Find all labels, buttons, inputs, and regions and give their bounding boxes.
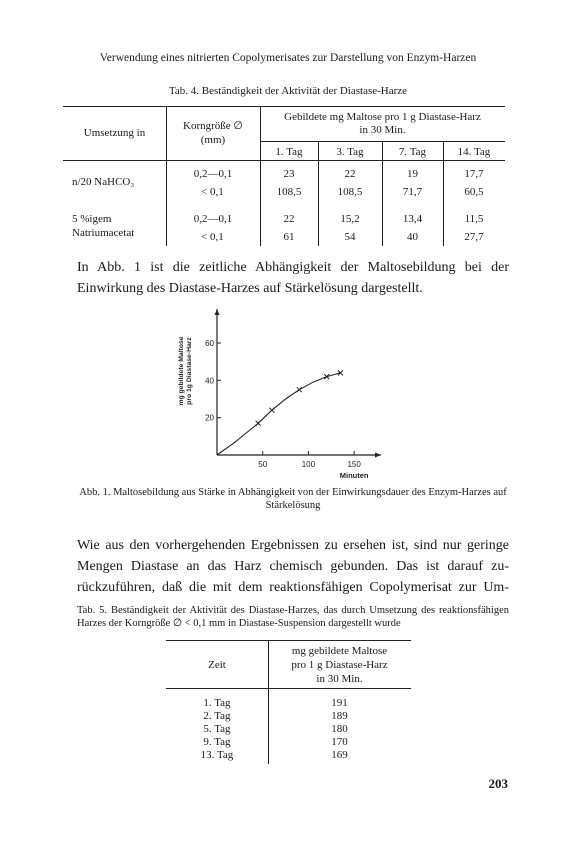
table4-header-korn-1: Korngröße ∅ [183, 120, 243, 132]
table4-g2r1-v3: 13,4 [402, 213, 423, 225]
table5-row3-value: 180 [331, 723, 348, 735]
table5-top-rule [166, 640, 411, 641]
table5-row2-value: 189 [331, 710, 348, 722]
paragraph-2-line-1: Wie aus den vorhergehenden Ergebnissen zu ersehen ist, sind nur geringe [77, 538, 509, 553]
table4-header-maltose-1: Gebildete mg Maltose pro 1 g Diastase-Harz [284, 111, 481, 123]
paragraph-2-line-3: rückzuführen, daß die mit dem reaktionsfähigen Copolymerisat zur Um- [77, 580, 509, 595]
figure1-chart [170, 300, 390, 480]
y-axis-arrow [215, 309, 220, 315]
table4-day-3: 3. Tag [336, 146, 364, 158]
table4-top-rule [63, 106, 505, 107]
running-head: Verwendung eines nitrierten Copolymerisates zur Darstellung von Enzym-Harzen [99, 52, 477, 64]
table4-g1r1-v2: 22 [344, 168, 356, 180]
table5-row5-value: 169 [331, 749, 348, 761]
table4-g2r2-v4: 27,7 [464, 231, 484, 243]
y-tick-label: 40 [205, 376, 214, 386]
table4-g2r1-v2: 15,2 [340, 213, 360, 225]
table4-g1r2-v3: 71,7 [402, 186, 423, 198]
table4-g1r2-v4: 60,5 [464, 186, 484, 198]
y-tick-label: 60 [205, 339, 214, 348]
y-axis-label-line-1: mg gebildete Maltose [178, 336, 185, 406]
paragraph-1-text: In Abb. 1 ist die zeitliche Abhängigkeit der Maltosebildung bei der Einwirkung des Diastase-Harzes auf Stärkelösung dargestellt. [77, 260, 509, 296]
paragraph-2 [77, 535, 509, 598]
paragraph-2-line-2: Mengen Diastase an das Harz chemisch gebunden. Das ist darauf zu- [77, 559, 509, 574]
table4-group1-label: n/20 NaHCO₃ [72, 176, 135, 188]
table5-row4-zeit: 9. Tag [203, 736, 231, 748]
table4-g1r2-v1: 108,5 [276, 186, 302, 198]
table4-g2r1-korn: 0,2—0,1 [193, 213, 233, 225]
table5-row1-zeit: 1. Tag [203, 697, 231, 709]
figure1-caption: Abb. 1. Maltosebildung aus Stärke in Abhängigkeit von der Einwirkungsdauer des Enzym-Harzes auf Stärkelösung [79, 487, 507, 511]
data-point-marker [269, 408, 274, 413]
table4-day-1: 1. Tag [275, 146, 303, 158]
table4-g1r1-v1: 23 [283, 168, 295, 180]
table5-row5-zeit: 13. Tag [200, 749, 234, 761]
x-tick-label: 150 [347, 460, 361, 469]
page-number: 203 [488, 776, 508, 791]
table4-group2-label-2: Natriumacetat [72, 227, 135, 239]
y-tick-label: 20 [205, 413, 214, 423]
x-axis-label: Minuten [339, 471, 369, 480]
x-tick-label: 50 [258, 460, 268, 469]
table4-g2r1-v1: 22 [283, 213, 295, 225]
table4-header-rule [63, 160, 505, 161]
table4-day-7: 7. Tag [398, 146, 427, 158]
table5-row2-zeit: 2. Tag [203, 710, 231, 722]
x-axis-arrow [375, 453, 381, 458]
table4-caption: Tab. 4. Beständigkeit der Aktivität der Diastase-Harze [168, 85, 408, 97]
table5-header-zeit: Zeit [208, 659, 226, 671]
table4-header-korn-2: (mm) [200, 134, 226, 146]
table4-g2r2-v2: 54 [344, 231, 356, 243]
table5-caption: Tab. 5. Beständigkeit der Aktivität des Diastase-Harzes, das durch Umsetzung des reaktionsfähigen Harzes der Korngröße ∅ < 0,1 mm in Diastase-Suspension dargestellt wurde [77, 605, 509, 629]
table5-row1-value: 191 [331, 697, 348, 709]
table4-g1r1-v4: 17,7 [464, 168, 484, 180]
table5-header-maltose-2: pro 1 g Diastase-Harz [291, 659, 388, 671]
paragraph-1 [77, 257, 509, 299]
x-tick-label: 100 [301, 460, 316, 469]
table5-header-maltose-1: mg gebildete Maltose [291, 645, 388, 657]
table4-header-umsetzung: Umsetzung in [83, 127, 146, 139]
table5-row3-zeit: 5. Tag [203, 723, 231, 735]
table4-header-maltose-2: in 30 Min. [359, 124, 406, 136]
table4-g1r1-v3: 19 [407, 168, 418, 180]
y-axis-label-line-2: pro 1g Diastase-Harz [186, 337, 193, 405]
table4-g1r2-korn: < 0,1 [201, 186, 224, 198]
table4-group2-label-1: 5 %igem [72, 213, 112, 225]
table5-header-rule [166, 688, 411, 689]
data-point-marker [297, 387, 302, 392]
series-line [217, 373, 340, 455]
table4-g2r2-v1: 61 [283, 231, 295, 243]
table5-header-maltose-3: in 30 Min. [316, 673, 363, 685]
table4-g2r1-v4: 11,5 [464, 213, 484, 225]
table4-g2r2-korn: < 0,1 [201, 231, 224, 243]
data-point-marker [256, 421, 261, 426]
table4-g2r2-v3: 40 [407, 231, 418, 243]
table5-row4-value: 170 [331, 736, 348, 748]
table4-g1r2-v2: 108,5 [337, 186, 363, 198]
table4-g1r1-korn: 0,2—0,1 [193, 168, 233, 180]
table4-day-14: 14. Tag [457, 146, 491, 158]
